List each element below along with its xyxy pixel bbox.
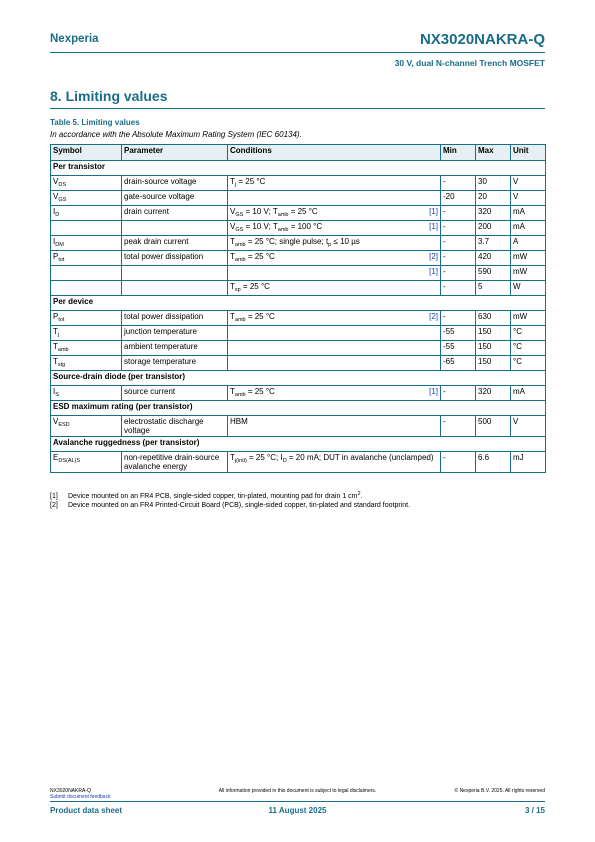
group-row xyxy=(51,296,546,311)
section-divider xyxy=(50,108,545,109)
unit-cell: W xyxy=(511,281,546,296)
footer-doc-type: Product data sheet xyxy=(50,806,123,815)
table-note: In accordance with the Absolute Maximum Rating System (IEC 60134). xyxy=(50,130,302,139)
min-cell: - xyxy=(441,416,476,437)
group-label: Source-drain diode (per transistor) xyxy=(51,371,546,386)
table-row xyxy=(51,206,546,221)
document-subtitle: 30 V, dual N-channel Trench MOSFET xyxy=(394,58,545,68)
footnote-ref[interactable]: [1] xyxy=(393,266,441,281)
header-max: Max xyxy=(476,145,511,161)
max-cell: 630 xyxy=(476,311,511,326)
max-cell: 200 xyxy=(476,221,511,236)
unit-cell: °C xyxy=(511,356,546,371)
min-cell: - xyxy=(441,452,476,473)
parameter-cell: gate-source voltage xyxy=(122,191,228,206)
symbol-cell: $I_S$ xyxy=(51,386,122,401)
footer-date: 11 August 2025 xyxy=(268,806,327,815)
parameter-cell: non-repetitive drain-source avalanche energy xyxy=(122,452,228,473)
conditions-cell: HBM xyxy=(228,416,441,437)
conditions-cell: $V_{GS} = 10$ V; $T_{amb} = 100$ °C xyxy=(228,221,393,236)
max-cell: 5 xyxy=(476,281,511,296)
parameter-cell xyxy=(122,281,228,296)
parameter-cell: peak drain current xyxy=(122,236,228,251)
parameter-cell: ambient temperature xyxy=(122,341,228,356)
table-caption: Table 5. Limiting values xyxy=(50,118,140,127)
brand-name: Nexperia xyxy=(50,33,99,45)
max-cell: 30 xyxy=(476,176,511,191)
table-row xyxy=(51,176,546,191)
symbol-cell: $T_j$ xyxy=(51,326,122,341)
min-cell: - xyxy=(441,221,476,236)
parameter-cell: total power dissipation xyxy=(122,251,228,266)
max-cell: 320 xyxy=(476,206,511,221)
table-row xyxy=(51,191,546,206)
group-label: ESD maximum rating (per transistor) xyxy=(51,401,546,416)
footnote-ref[interactable]: [1] xyxy=(393,221,441,236)
parameter-cell: electrostatic discharge voltage xyxy=(122,416,228,437)
parameter-cell: storage temperature xyxy=(122,356,228,371)
parameter-cell: source current xyxy=(122,386,228,401)
max-cell: 500 xyxy=(476,416,511,437)
min-cell: - xyxy=(441,206,476,221)
group-row xyxy=(51,371,546,386)
conditions-cell: $T_{amb} = 25$ °C xyxy=(228,251,393,266)
unit-cell: mA xyxy=(511,206,546,221)
min-cell: - xyxy=(441,236,476,251)
section-title: 8. Limiting values xyxy=(50,88,168,104)
conditions-cell xyxy=(228,326,441,341)
unit-cell: °C xyxy=(511,341,546,356)
min-cell: -55 xyxy=(441,326,476,341)
parameter-cell: junction temperature xyxy=(122,326,228,341)
symbol-cell: $I_D$ xyxy=(51,206,122,221)
symbol-cell: $T_{amb}$ xyxy=(51,341,122,356)
unit-cell: mW xyxy=(511,251,546,266)
unit-cell: mW xyxy=(511,266,546,281)
conditions-cell xyxy=(228,356,441,371)
group-label: Per device xyxy=(51,296,546,311)
header-symbol: Symbol xyxy=(51,145,122,161)
footer-copyright: © Nexperia B.V. 2025. All rights reserved xyxy=(454,788,545,794)
footer-disclaimer: All information provided in this document is subject to legal disclaimers. xyxy=(218,788,377,794)
header-divider xyxy=(50,52,545,53)
conditions-cell xyxy=(228,341,441,356)
footer-page-number: 3 / 15 xyxy=(524,806,545,815)
table-row xyxy=(51,386,546,401)
min-cell: -20 xyxy=(441,191,476,206)
feedback-link[interactable]: Submit document feedback xyxy=(50,794,111,800)
symbol-cell: $T_{stg}$ xyxy=(51,356,122,371)
min-cell: - xyxy=(441,251,476,266)
symbol-cell: $P_{tot}$ xyxy=(51,311,122,326)
table-row xyxy=(51,341,546,356)
table-row xyxy=(51,251,546,266)
symbol-cell xyxy=(51,281,122,296)
max-cell: 590 xyxy=(476,266,511,281)
table-row xyxy=(51,356,546,371)
unit-cell: V xyxy=(511,176,546,191)
conditions-cell: $V_{GS} = 10$ V; $T_{amb} = 25$ °C xyxy=(228,206,393,221)
conditions-cell: $T_{amb} = 25$ °C xyxy=(228,386,393,401)
table-row xyxy=(51,266,546,281)
unit-cell: mJ xyxy=(511,452,546,473)
min-cell: - xyxy=(441,311,476,326)
group-row xyxy=(51,161,546,176)
table-row xyxy=(51,221,546,236)
symbol-cell xyxy=(51,221,122,236)
part-number: NX3020NAKRA-Q xyxy=(419,31,545,48)
unit-cell: A xyxy=(511,236,546,251)
footnote-number: [2] xyxy=(50,502,58,509)
footnote xyxy=(50,502,545,509)
max-cell: 6.6 xyxy=(476,452,511,473)
max-cell: 150 xyxy=(476,326,511,341)
min-cell: - xyxy=(441,281,476,296)
table-row xyxy=(51,236,546,251)
min-cell: - xyxy=(441,386,476,401)
min-cell: - xyxy=(441,266,476,281)
conditions-cell xyxy=(228,266,393,281)
footer-doc-id: NX3020NAKRA-Q xyxy=(50,788,91,794)
parameter-cell: drain current xyxy=(122,206,228,221)
table-row xyxy=(51,326,546,341)
limiting-values-table xyxy=(50,144,546,473)
footnotes xyxy=(50,493,545,511)
max-cell: 420 xyxy=(476,251,511,266)
symbol-cell: $V_{DS}$ xyxy=(51,176,122,191)
parameter-cell xyxy=(122,266,228,281)
symbol-cell: $V_{GS}$ xyxy=(51,191,122,206)
unit-cell: °C xyxy=(511,326,546,341)
unit-cell: V xyxy=(511,416,546,437)
max-cell: 320 xyxy=(476,386,511,401)
header-min: Min xyxy=(441,145,476,161)
conditions-cell: $T_{sp} = 25$ °C xyxy=(228,281,441,296)
footnote-text: Device mounted on an FR4 PCB, single-sided copper, tin-plated, mounting pad for drain 1 $cm^2$. xyxy=(68,491,363,500)
footer-divider xyxy=(50,801,545,802)
footnote-number: [1] xyxy=(50,493,58,500)
table-header-row xyxy=(51,145,546,161)
table-row xyxy=(51,452,546,473)
max-cell: 150 xyxy=(476,341,511,356)
conditions-cell: $T_{amb} = 25$ °C xyxy=(228,311,393,326)
group-label: Avalanche ruggedness (per transistor) xyxy=(51,437,546,452)
footnote-text: Device mounted on an FR4 Printed-Circuit Board (PCB), single-sided copper, tin-plated and standard footprint. xyxy=(68,502,411,509)
unit-cell: mA xyxy=(511,221,546,236)
parameter-cell xyxy=(122,221,228,236)
footnote-ref[interactable]: [2] xyxy=(393,311,441,326)
table-row xyxy=(51,281,546,296)
unit-cell: V xyxy=(511,191,546,206)
symbol-cell: $P_{tot}$ xyxy=(51,251,122,266)
group-row xyxy=(51,401,546,416)
unit-cell: mW xyxy=(511,311,546,326)
conditions-cell: $T_{amb} = 25$ °C; single pulse; $t_p \le 10$ µs xyxy=(228,236,441,251)
conditions-cell: $T_j = 25$ °C xyxy=(228,176,441,191)
min-cell: - xyxy=(441,176,476,191)
conditions-cell xyxy=(228,191,441,206)
symbol-cell xyxy=(51,266,122,281)
symbol-cell: $E_{DS(AL)S}$ xyxy=(51,452,122,473)
header-conditions: Conditions xyxy=(228,145,441,161)
symbol-cell: $I_{DM}$ xyxy=(51,236,122,251)
max-cell: 20 xyxy=(476,191,511,206)
table-row xyxy=(51,311,546,326)
footnote-ref[interactable]: [2] xyxy=(393,251,441,266)
table-row xyxy=(51,416,546,437)
symbol-cell: $V_{ESD}$ xyxy=(51,416,122,437)
header-unit: Unit xyxy=(511,145,546,161)
parameter-cell: total power dissipation xyxy=(122,311,228,326)
footnote-ref[interactable]: [1] xyxy=(393,386,441,401)
unit-cell: mA xyxy=(511,386,546,401)
group-row xyxy=(51,437,546,452)
min-cell: -65 xyxy=(441,356,476,371)
group-label: Per transistor xyxy=(51,161,546,176)
min-cell: -55 xyxy=(441,341,476,356)
conditions-cell: $T_{j(init)} = 25$ °C; $I_D = 20$ mA; DUT in avalanche (unclamped) xyxy=(228,452,441,473)
footnote-ref[interactable]: [1] xyxy=(393,206,441,221)
max-cell: 3.7 xyxy=(476,236,511,251)
parameter-cell: drain-source voltage xyxy=(122,176,228,191)
footnote xyxy=(50,493,545,500)
max-cell: 150 xyxy=(476,356,511,371)
header-parameter: Parameter xyxy=(122,145,228,161)
